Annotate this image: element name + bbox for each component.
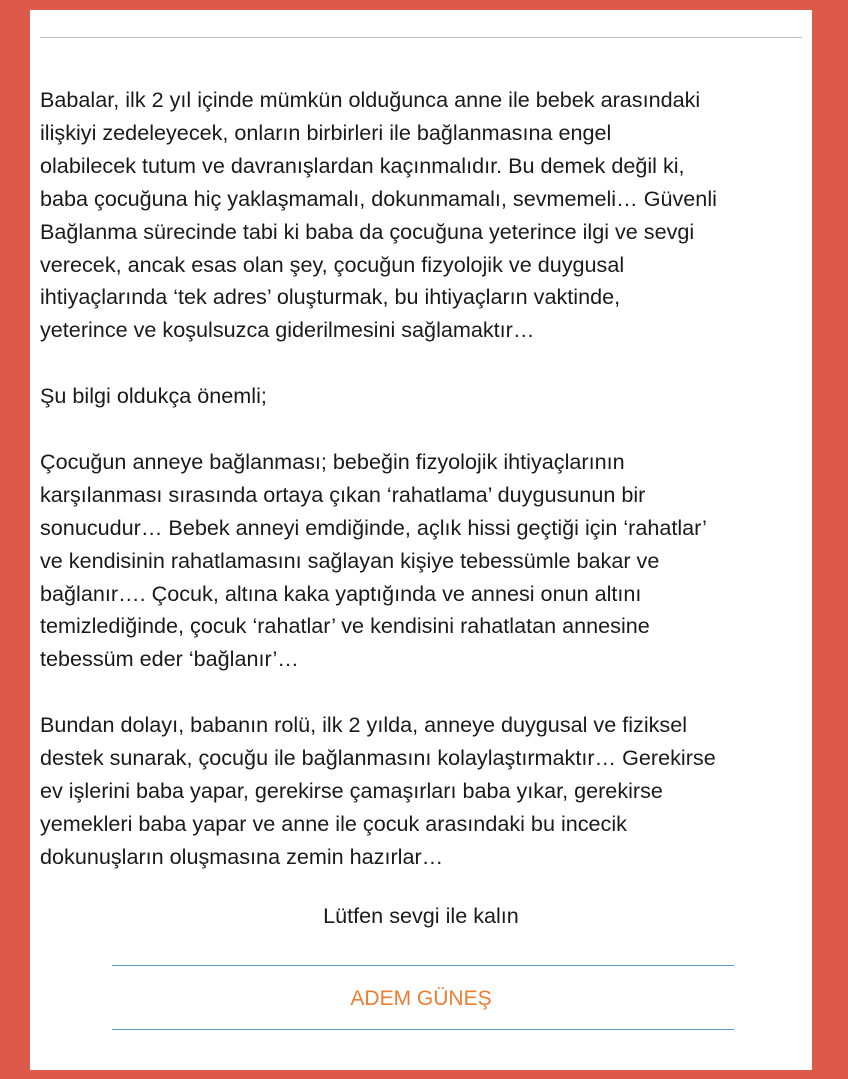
- paragraph-4: [40, 709, 808, 874]
- text-line: baba çocuğuna hiç yaklaşmamalı, dokunmamalı, sevmemeli… Güvenli: [40, 185, 717, 211]
- top-divider: [40, 37, 802, 38]
- text-line: destek sunarak, çocuğu ile bağlanmasını kolaylaştırmaktır… Gerekirse: [40, 745, 716, 771]
- text-line: dokunuşların oluşmasına zemin hazırlar…: [40, 843, 444, 869]
- text-line: yeterince ve koşulsuzca giderilmesini sağlamaktır…: [40, 317, 535, 343]
- article-body: [40, 84, 808, 907]
- paragraph-1: [40, 84, 808, 347]
- text-line: verecek, ancak esas olan şey, çocuğun fizyolojik ve duygusal: [40, 251, 625, 277]
- text-line: sonucudur… Bebek anneyi emdiğinde, açlık hissi geçtiği için ‘rahatlar’: [40, 514, 707, 540]
- text-line: Bundan dolayı, babanın rolü, ilk 2 yılda, anneye duygusal ve fiziksel: [40, 712, 688, 738]
- text-line: ev işlerini baba yapar, gerekirse çamaşırları baba yıkar, gerekirse: [40, 777, 663, 803]
- text-line: bağlanır…. Çocuk, altına kaka yaptığında ve annesi onun altını: [40, 580, 642, 606]
- text-line: karşılanması sırasında ortaya çıkan ‘rahatlama’ duygusunun bir: [40, 481, 646, 507]
- text-line: temizlediğinde, çocuk ‘rahatlar’ ve kendisini rahatlatan annesine: [40, 613, 650, 639]
- closing-line: Lütfen sevgi ile kalın: [323, 903, 519, 928]
- text-line: ilişkiyi zedeleyecek, onların birbirleri ile bağlanmasına engel: [40, 119, 612, 145]
- paragraph-2: [40, 380, 808, 413]
- paragraph-3: [40, 446, 808, 676]
- text-line: ihtiyaçlarında ‘tek adres’ oluşturmak, bu ihtiyaçların vaktinde,: [40, 284, 621, 310]
- text-line: tebessüm eder ‘bağlanır’…: [40, 646, 299, 672]
- text-line: Çocuğun anneye bağlanması; bebeğin fizyolojik ihtiyaçlarının: [40, 448, 625, 474]
- text-line: olabilecek tutum ve davranışlardan kaçınmalıdır. Bu demek değil ki,: [40, 152, 685, 178]
- signature-divider-top: [112, 965, 734, 966]
- text-line: Şu bilgi oldukça önemli;: [40, 383, 267, 409]
- document-page: [30, 10, 812, 1070]
- text-line: ve kendisinin rahatlamasını sağlayan kişiye tebessümle bakar ve: [40, 547, 660, 573]
- text-line: Bağlanma sürecinde tabi ki baba da çocuğuna yeterince ilgi ve sevgi: [40, 218, 695, 244]
- text-line: Babalar, ilk 2 yıl içinde mümkün olduğunca anne ile bebek arasındaki: [40, 87, 701, 112]
- signature-divider-bottom: [112, 1029, 734, 1030]
- text-line: yemekleri baba yapar ve anne ile çocuk arasındaki bu incecik: [40, 810, 627, 836]
- author-signature: ADEM GÜNEŞ: [350, 987, 492, 1010]
